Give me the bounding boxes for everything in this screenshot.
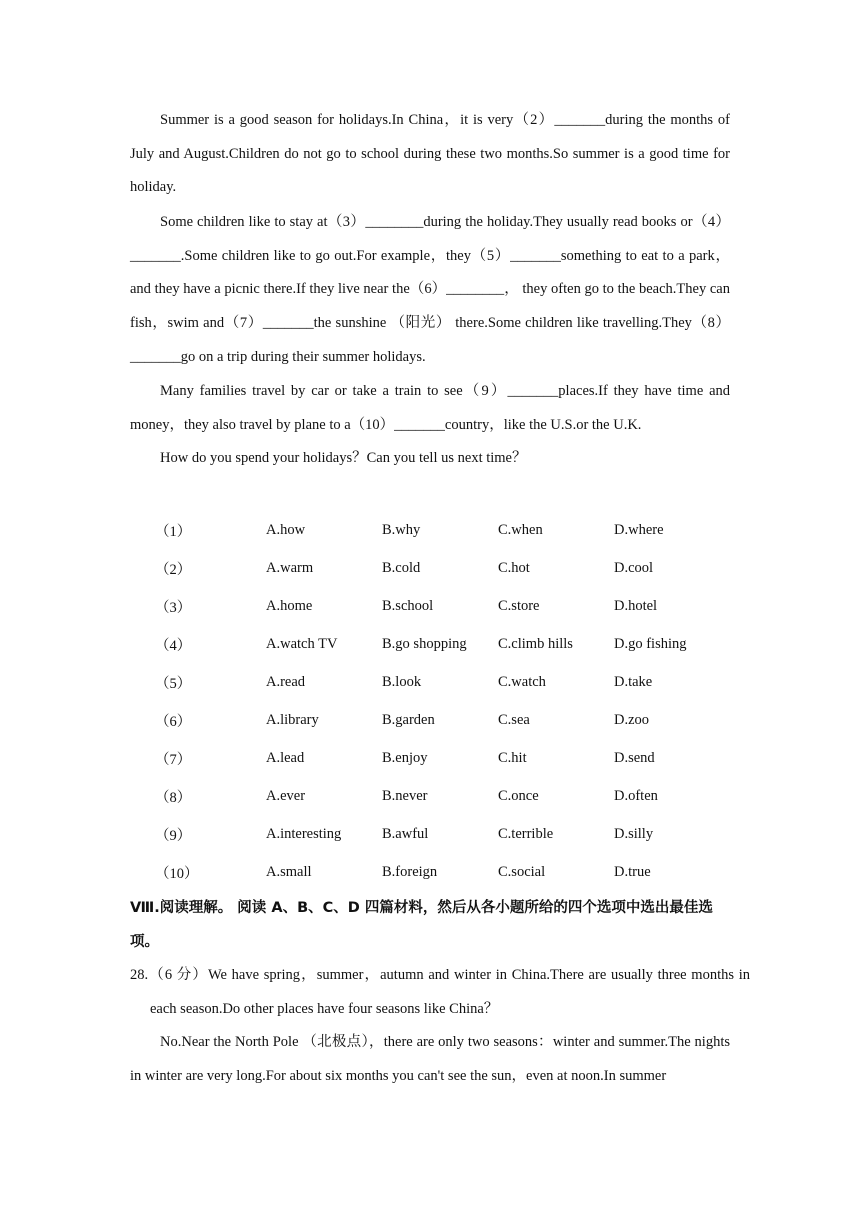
question-number: （5） [155,675,192,692]
option-row [155,663,755,701]
option-b: B.go shopping [382,635,467,652]
option-c: C.climb hills [498,635,573,652]
option-d: D.cool [614,559,654,576]
question-number: （8） [155,790,192,807]
passage-paragraph-1: Summer is a good season for holidays.In China，it is very（2）_______during the months of July and August.Children do not go to school during these two months.So summer is a good time for holiday. [130,112,730,196]
option-d: D.where [614,521,664,538]
option-c: C.store [498,597,540,614]
option-d: D.true [614,864,651,881]
passage-paragraph-2: Some children like to stay at（3）________during the holiday.They usually read books or（4）_______.Some children like to go out.For example，they（5）_______something to eat to a park， and they have a picnic there.If they live near the（6）________， they often go to the beach.They can fish，swim and（7）_______the sunshine （阳光） there.Some children like travelling.They（8）_______go on a trip during their summer holidays. [130,214,730,365]
option-row [155,625,755,663]
option-row [155,587,755,625]
question-number: （10） [155,866,199,883]
option-row [155,511,755,549]
option-c: C.when [498,521,543,538]
option-row [155,740,755,778]
option-c: C.terrible [498,826,554,843]
options-table [155,511,755,892]
section-heading: Ⅷ.阅读理解。 阅读 A、B、C、D 四篇材料，然后从各小题所给的四个选项中选出最佳选项。 [130,900,713,950]
question-number: （2） [155,561,192,578]
passage-paragraph-4: How do you spend your holidays？Can you tell us next time？ [160,450,527,466]
option-b: B.school [382,597,434,614]
option-d: D.often [614,788,658,805]
option-b: B.enjoy [382,750,428,767]
option-b: B.awful [382,826,429,843]
question-number: （1） [155,523,192,540]
option-b: B.never [382,788,428,805]
question-number: （9） [155,828,192,845]
option-row [155,778,755,816]
option-d: D.send [614,750,655,767]
option-a: A.lead [266,750,305,767]
option-b: B.cold [382,559,421,576]
option-a: A.watch TV [266,635,338,652]
option-c: C.once [498,788,539,805]
option-a: A.how [266,521,306,538]
option-a: A.small [266,864,312,881]
option-a: A.home [266,597,313,614]
option-b: B.garden [382,712,435,729]
option-a: A.interesting [266,826,342,843]
option-a: A.read [266,673,306,690]
question-28-intro: 28.（6 分）We have spring，summer，autumn and winter in China.There are usually three months in each season.Do other places have four seasons like China？ [130,967,750,1017]
option-row [155,816,755,854]
option-c: C.hot [498,559,530,576]
option-b: B.why [382,521,421,538]
option-row [155,549,755,587]
option-a: A.ever [266,788,306,805]
option-c: C.social [498,864,546,881]
option-d: D.go fishing [614,635,687,652]
question-number: （4） [155,637,192,654]
question-number: （6） [155,714,192,731]
passage-paragraph-3: Many families travel by car or take a train to see（9）_______places.If they have time and money，they also travel by plane to a（10）_______country，like the U.S.or the U.K. [130,383,730,433]
question-28-paragraph: No.Near the North Pole （北极点），there are only two seasons：winter and summer.The nights in winter are very long.For about six months you can't see the sun，even at noon.In summer [130,1034,730,1084]
option-a: A.library [266,712,319,729]
option-d: D.take [614,673,653,690]
option-c: C.sea [498,712,530,729]
option-c: C.hit [498,750,527,767]
option-d: D.silly [614,826,654,843]
option-d: D.zoo [614,712,650,729]
question-number: （3） [155,599,192,616]
option-c: C.watch [498,673,546,690]
option-a: A.warm [266,559,314,576]
option-b: B.foreign [382,864,438,881]
option-b: B.look [382,673,422,690]
option-d: D.hotel [614,597,658,614]
option-row [155,854,755,892]
question-number: （7） [155,752,192,769]
option-row [155,701,755,739]
